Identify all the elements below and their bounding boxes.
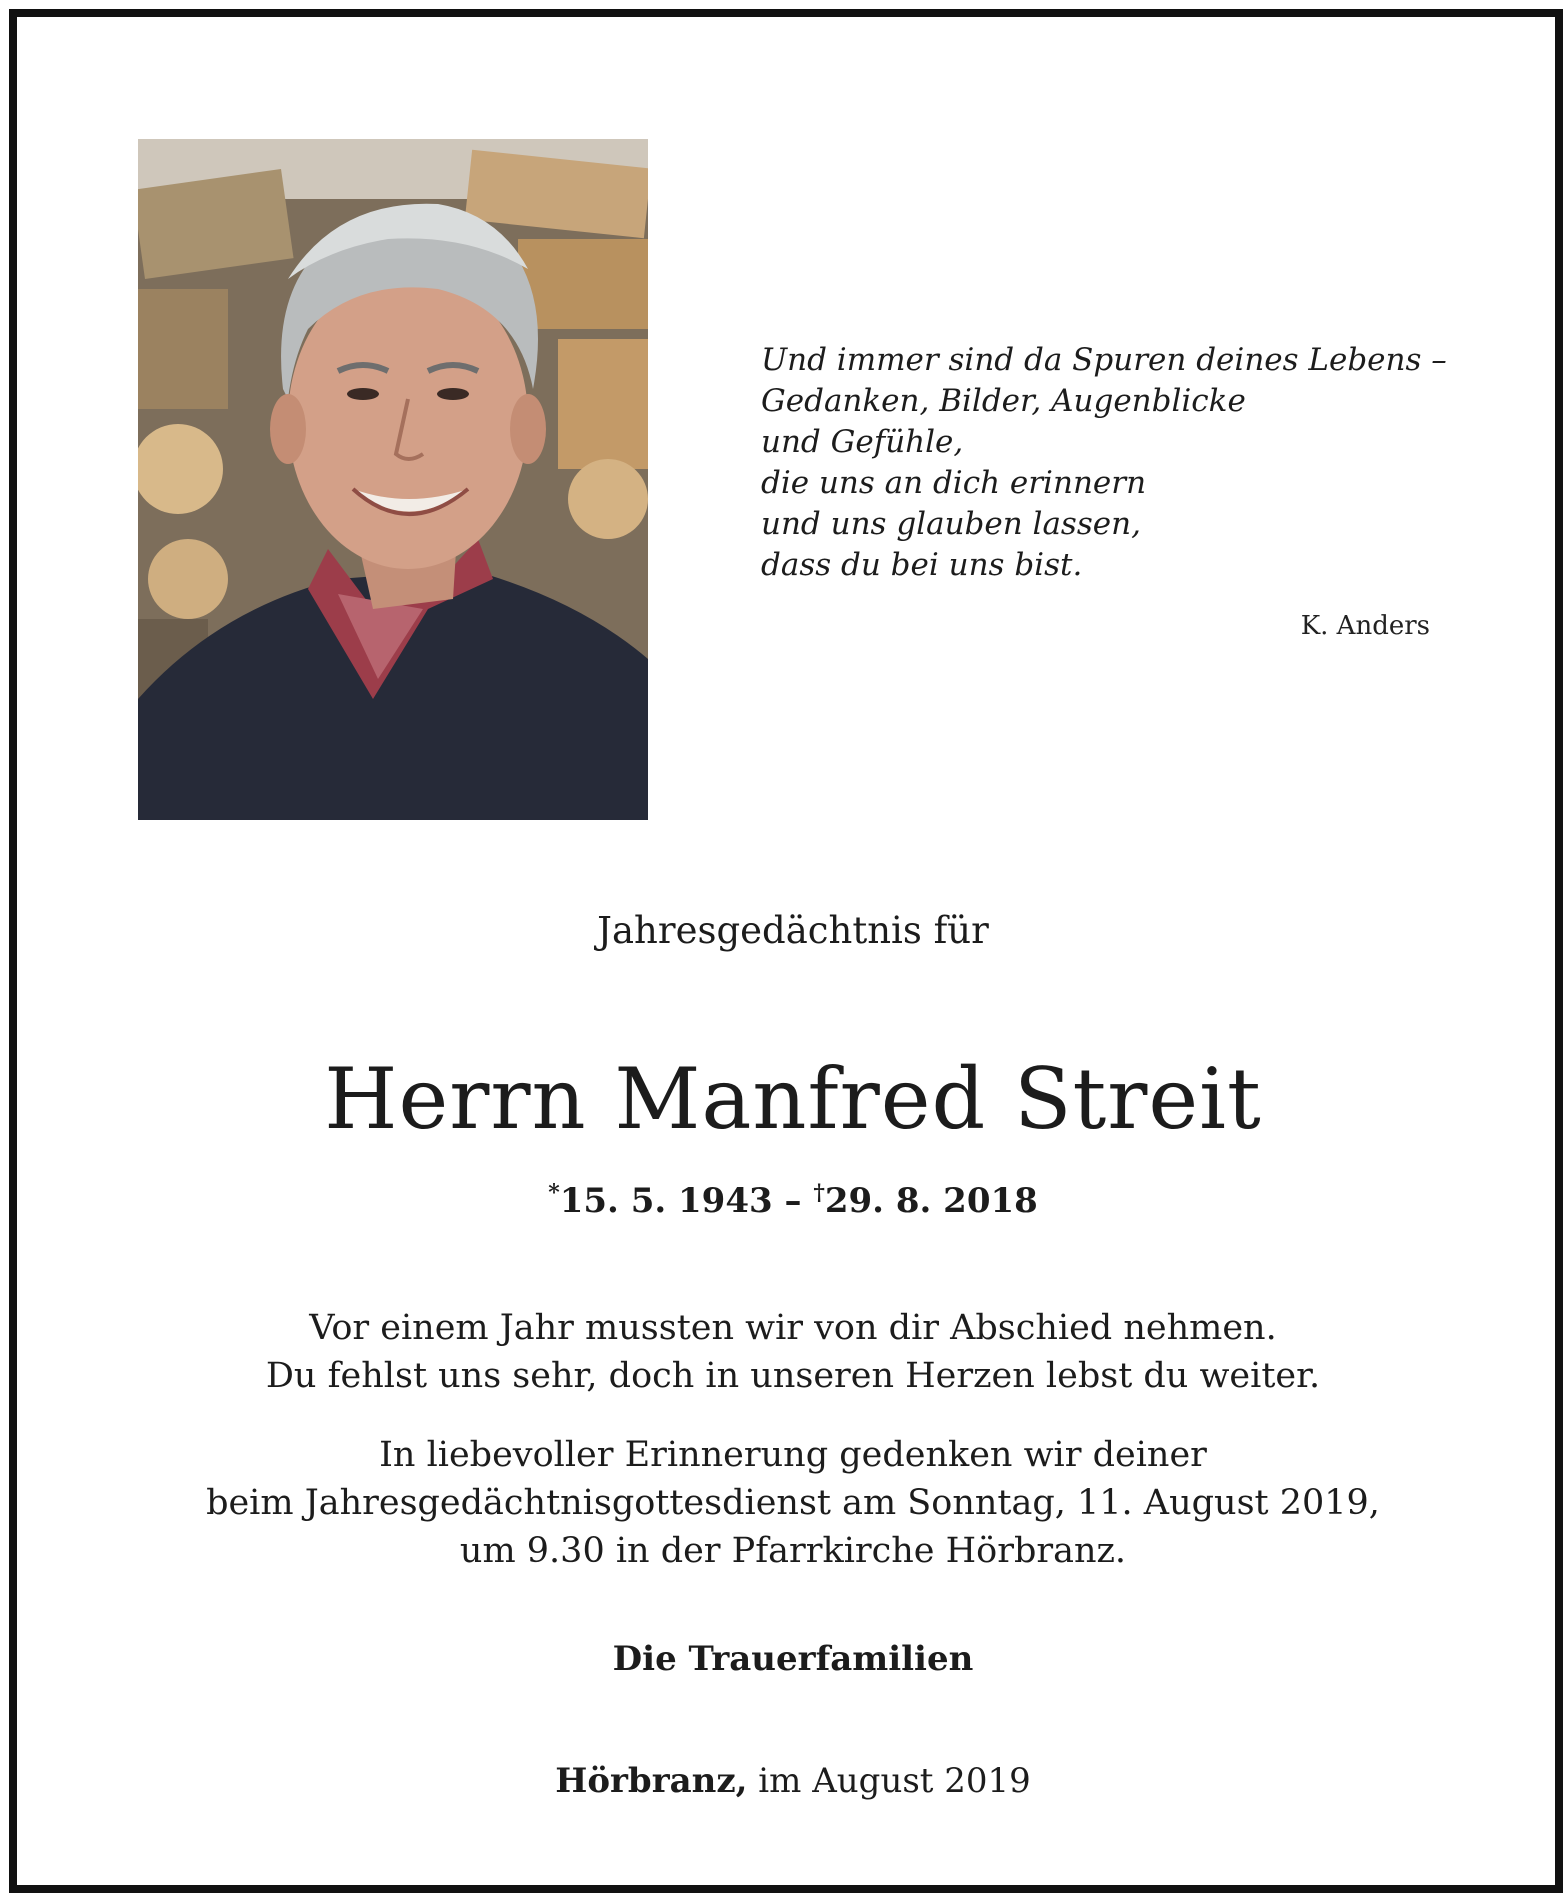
date-separator: – [772, 1181, 814, 1221]
birth-symbol: * [548, 1180, 560, 1206]
poem-line: Gedanken, Bilder, Augenblicke [761, 383, 1246, 419]
poem-author: K. Anders [1300, 611, 1430, 641]
poem-line: die uns an dich erinnern [761, 465, 1147, 501]
poem-line: und Gefühle, [761, 424, 964, 460]
place-town: Hörbranz, [555, 1761, 748, 1801]
message-line: Vor einem Jahr mussten wir von dir Abschied nehmen. [309, 1308, 1277, 1348]
signers: Die Trauerfamilien [612, 1639, 974, 1679]
poem-line: dass du bei uns bist. [761, 547, 1083, 583]
portrait-photo [138, 139, 648, 820]
death-symbol: † [813, 1180, 825, 1206]
poem-line: und uns glauben lassen, [761, 506, 1141, 542]
farewell-message [17, 1304, 1568, 1400]
life-dates [17, 1180, 1568, 1221]
place-date [17, 1761, 1568, 1801]
message-line: um 9.30 in der Pfarrkirche Hörbranz. [459, 1531, 1127, 1571]
obituary-frame [9, 9, 1563, 1893]
place-month: im August 2019 [747, 1761, 1031, 1801]
poem [761, 340, 1461, 586]
birth-date: 15. 5. 1943 [559, 1181, 773, 1221]
poem-line: Und immer sind da Spuren deines Lebens – [761, 342, 1447, 378]
death-date: 29. 8. 2018 [824, 1181, 1038, 1221]
deceased-name: Herrn Manfred Streit [324, 1050, 1262, 1148]
message-line: In liebevoller Erinnerung gedenken wir deiner [379, 1435, 1207, 1475]
portrait-icon [138, 139, 648, 820]
message-line: beim Jahresgedächtnisgottesdienst am Sonntag, 11. August 2019, [206, 1483, 1380, 1523]
message-line: Du fehlst uns sehr, doch in unseren Herzen lebst du weiter. [265, 1356, 1321, 1396]
service-announcement [17, 1431, 1568, 1575]
memorial-intro: Jahresgedächtnis für [597, 909, 989, 952]
